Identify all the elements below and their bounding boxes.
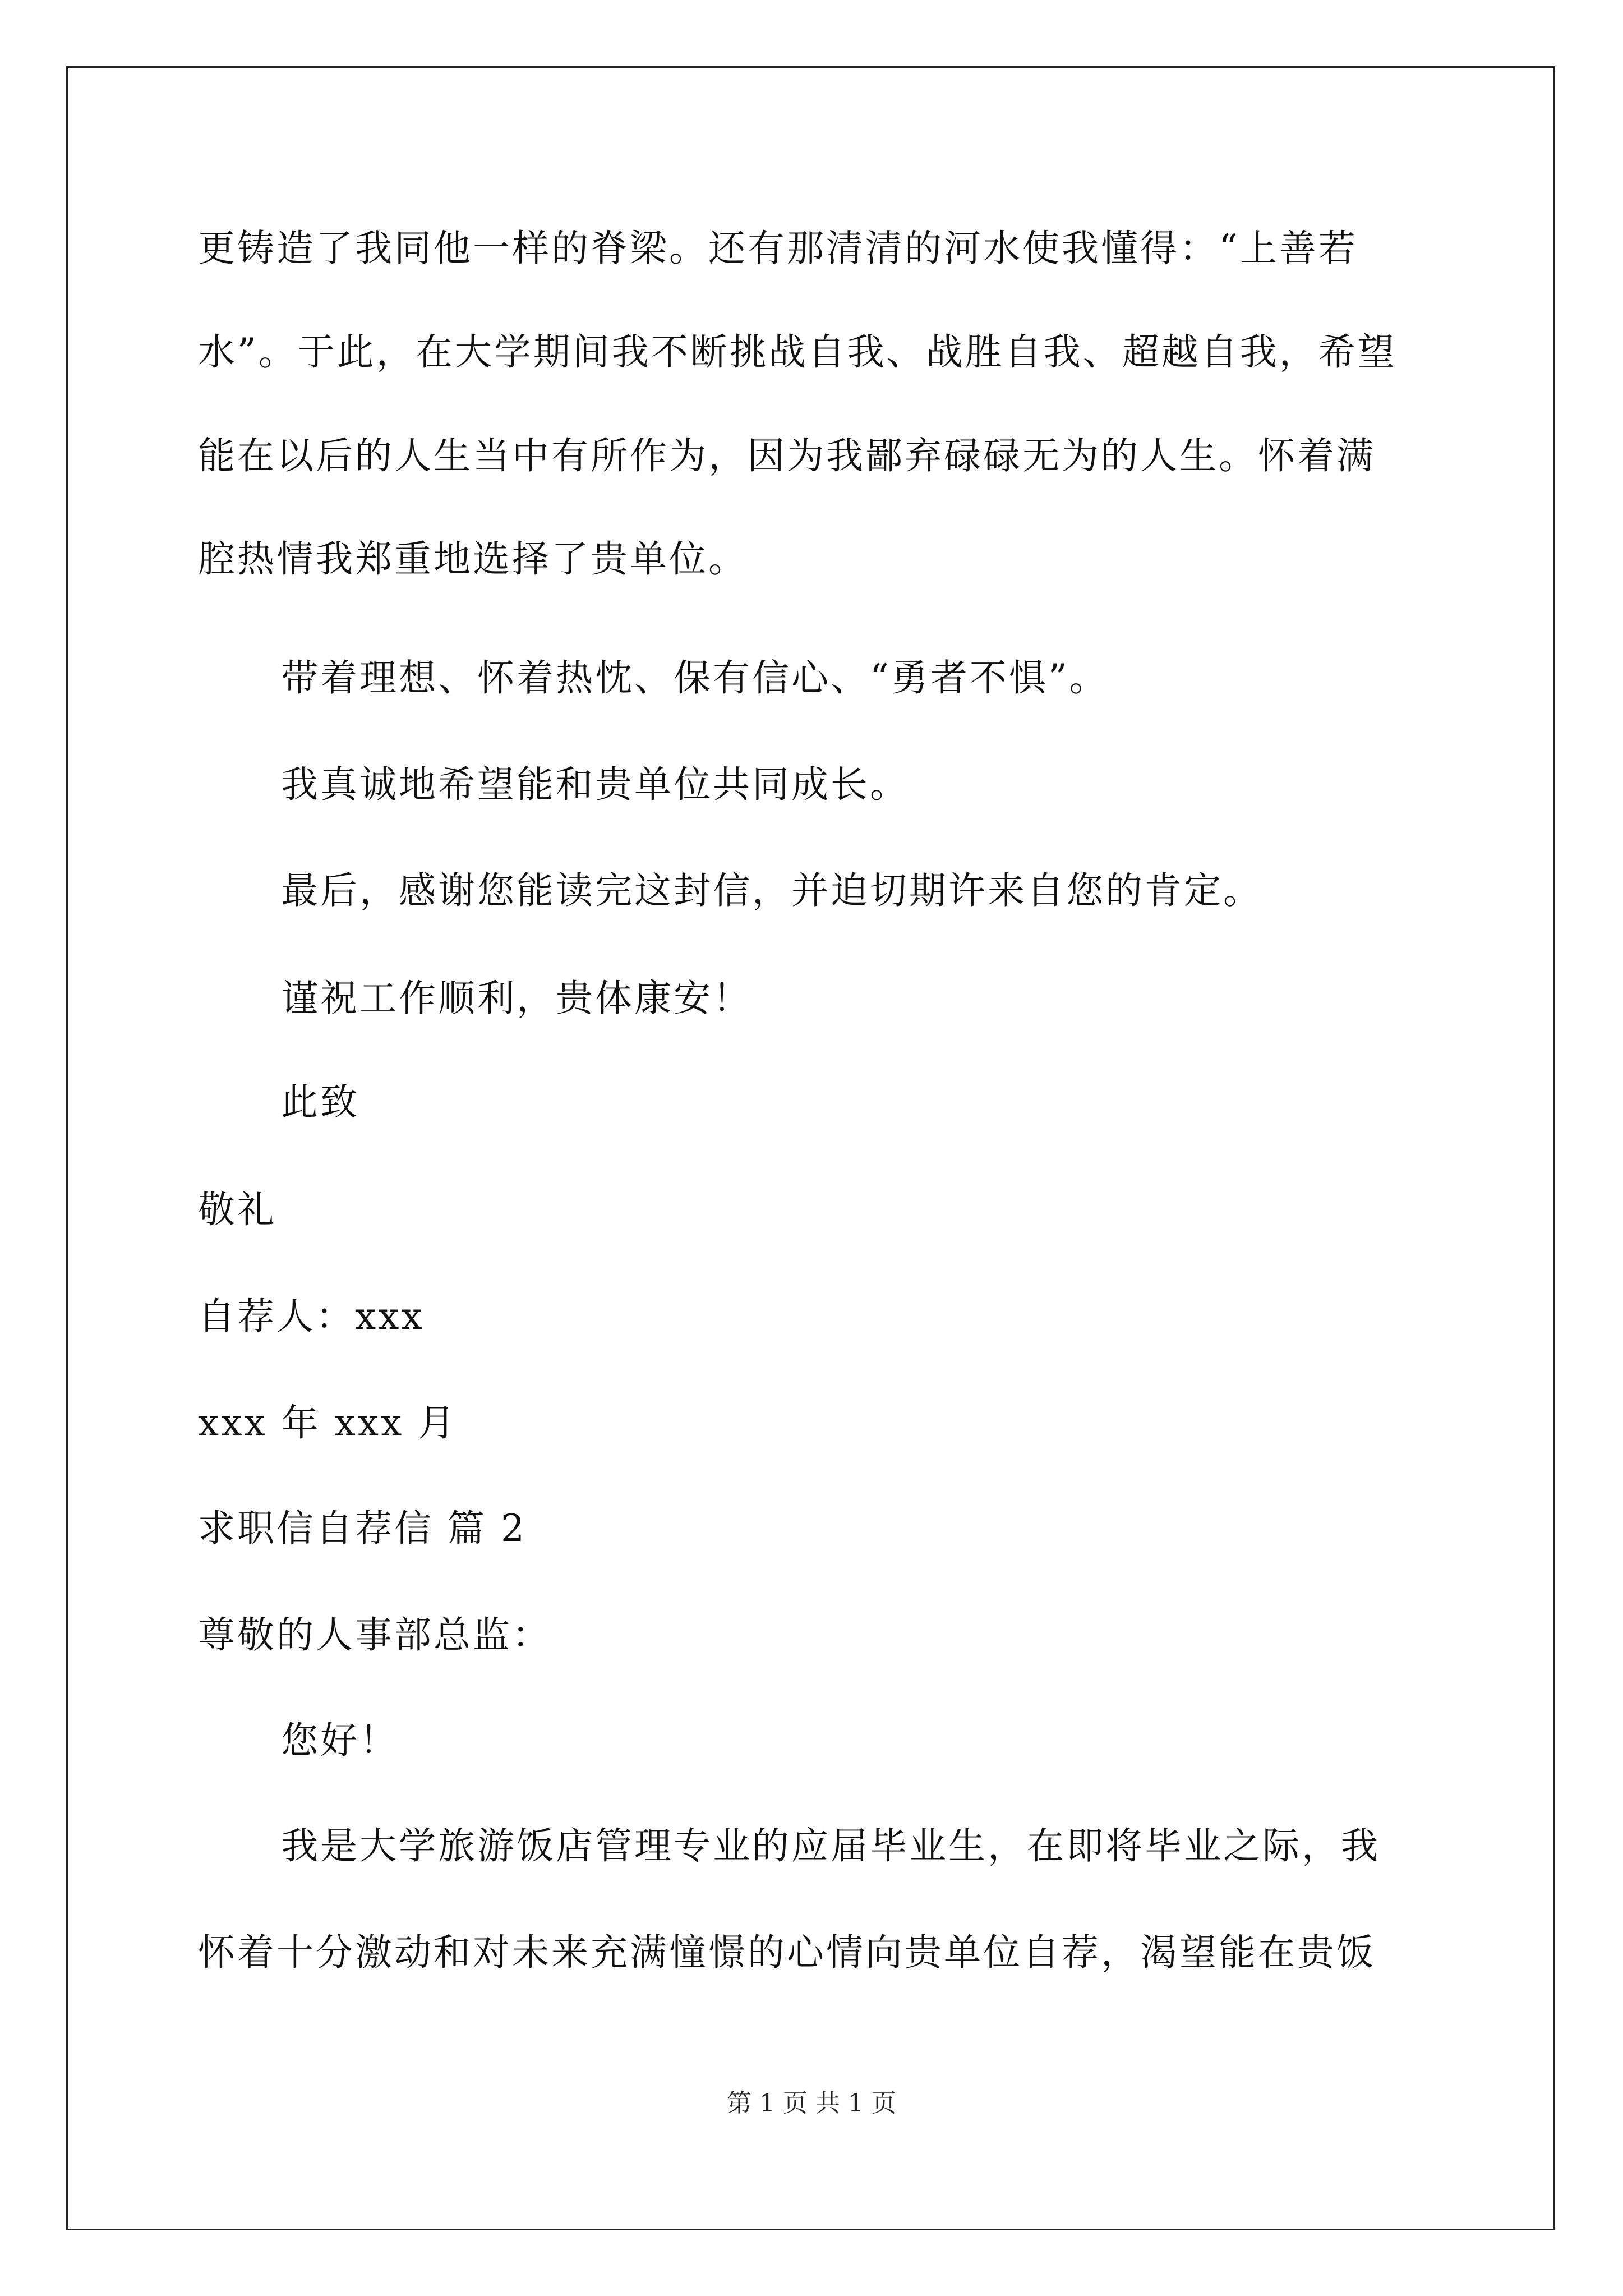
closing-salutation: 此致 [281,1080,359,1124]
paragraph-line: 我是大学旅游饭店管理专业的应届毕业生，在即将毕业之际，我 [281,1824,1380,1867]
signature-line: 自荐人：xxx [198,1295,425,1338]
paragraph-line: 更铸造了我同他一样的脊梁。还有那清清的河水使我懂得：“上善若 [198,227,1358,270]
closing-regards: 敬礼 [198,1188,276,1231]
paragraph-line: 带着理想、怀着热忱、保有信心、“勇者不惧”。 [281,656,1109,700]
paragraph-line: 水”。于此，在大学期间我不断挑战自我、战胜自我、超越自我，希望 [198,330,1397,374]
section-heading: 求职信自荐信 篇 2 [198,1507,527,1550]
paragraph-line: 最后，感谢您能读完这封信，并迫切期许来自您的肯定。 [281,869,1262,912]
page-border [66,66,1555,2230]
paragraph-line: 我真诚地希望能和贵单位共同成长。 [281,763,909,806]
paragraph-line: 腔热情我郑重地选择了贵单位。 [198,537,748,581]
paragraph-line: 怀着十分激动和对未来充满憧憬的心情向贵单位自荐，渴望能在贵饭 [198,1931,1376,1974]
paragraph-line: 能在以后的人生当中有所作为，因为我鄙弃碌碌无为的人生。怀着满 [198,434,1376,477]
page-footer: 第 1 页 共 1 页 [727,2089,896,2118]
closing-wish: 谨祝工作顺利，贵体康安！ [281,977,752,1020]
letter-greeting: 尊敬的人事部总监： [198,1613,551,1657]
date-line: xxx 年 xxx 月 [198,1401,458,1444]
letter-hello: 您好！ [281,1719,399,1762]
